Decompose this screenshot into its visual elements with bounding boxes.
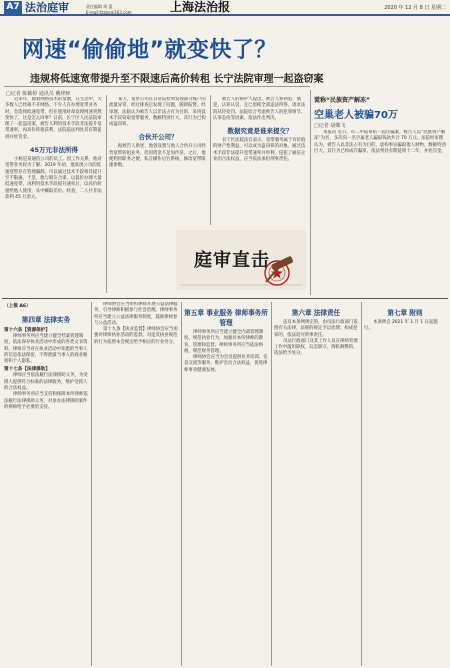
issue-date: 2020 年 12 月 8 日 星期二 bbox=[384, 5, 446, 11]
editor-line bbox=[86, 4, 132, 16]
column-divider bbox=[106, 95, 107, 293]
regulation-paragraph: 司法行政部门及其工作人员在律师管理工作中滥用职权、玩忽职守、徇私舞弊的，依法给予处分。 bbox=[274, 338, 358, 357]
article-17-head: 第十七条【法律援助】 bbox=[4, 367, 50, 373]
regulation-paragraph: 律师应当依法履行法律援助义务，为受援人提供符合标准的法律服务，维护受援人的合法权益。 bbox=[4, 373, 88, 392]
article-paragraph: 长宁区法院法官表示，宽带服务属于有价值的财产性利益，可以成为盗窃罪的对象。通过技术手段非法提升宽带速率并牟利，侵犯了通信企业的合法权益，应当依法承担刑事责任。 bbox=[213, 138, 306, 163]
article-byline: □记者 陈颖婷 通讯员 戴律师 bbox=[6, 91, 71, 97]
side-story-kicker: 谎称“民族资产解冻” bbox=[314, 97, 370, 104]
regulation-column-1 bbox=[4, 302, 88, 666]
regulation-column-5 bbox=[364, 302, 446, 666]
regulation-paragraph: 律师事务所应当建立健全档案管理制度，依法保存执业活动中形成的各类文书资料。律师应当对在执业活动中知悉的当事人的信息依法保密，不得泄露当事人的商业秘密和个人隐私。 bbox=[4, 334, 88, 365]
article-paragraph: 小杨是某通信公司的员工。因工作关系，他对宽带业务较为了解。2019 年初，他发现公司的低速宽带存在管理漏洞，可以通过技术手段将其提升至不限速。于是，他与朋友合谋，以低价办理大量低速宽带，再利用技术手段提升速率后，以高价转租给他人使用，从中赚取差价。经查，二人共非法获利 45 万余元。 bbox=[5, 157, 102, 200]
regulation-paragraph: 第十九条【执业监督】律师协会应当加强对律师执业活动的监督，对违反执业规范的行为依照本会规定给予相应的行业处分。 bbox=[94, 327, 178, 345]
chapter-5-title: 第五章 事业服务 律师事务所管理 bbox=[184, 309, 268, 327]
chapter-6-title: 第六章 法律责任 bbox=[291, 309, 341, 317]
column-divider bbox=[181, 302, 182, 666]
article-16-head: 第十六条【资源保护】 bbox=[4, 328, 50, 333]
article-paragraph: 被告人的辩护人提出，被告人系初犯、偶犯，认罪认罚，且已退赔全部违法所得，请求法院从轻处罚。法院综合考虑被告人的犯罪情节、认罪态度等因素，依法作出判决。 bbox=[213, 97, 306, 121]
article-subtitle-1: 45万元非法所得 bbox=[29, 146, 79, 155]
continued-note: （上接 A6） bbox=[4, 304, 31, 309]
page-number: A7 bbox=[4, 1, 22, 14]
regulation-column-3 bbox=[184, 302, 268, 666]
article-column-2 bbox=[109, 97, 207, 227]
column-divider bbox=[310, 90, 311, 295]
article-column-1 bbox=[5, 97, 103, 293]
side-story-byline: □记者 胡蝶飞 bbox=[314, 123, 346, 129]
article-subtitle-2: 合伙开公司？ bbox=[138, 133, 178, 142]
article-column-3 bbox=[213, 97, 307, 227]
seal-icon bbox=[262, 258, 292, 288]
regulation-paragraph: 律师事务所应当支持和保障本所律师依法履行法律援助义务，对承办法律援助案件的律师给予必要的支持。 bbox=[4, 392, 88, 410]
regulation-paragraph: 律师协会应当组织律师开展公益法律服务，引导律师积极参与社会治理。律师事务所应当建立公益法律服务制度，鼓励律师参与公益活动。 bbox=[94, 302, 178, 326]
editor-line-2: E-mail:fzzbs@163.com bbox=[86, 10, 132, 15]
chapter-7-title: 第七章 附则 bbox=[387, 309, 423, 317]
column-divider bbox=[91, 302, 92, 666]
regulation-column-4 bbox=[274, 302, 358, 666]
headline-divider bbox=[4, 86, 310, 87]
regulation-paragraph: 本条例自 2021 年 1 月 1 日起施行。 bbox=[364, 320, 438, 332]
column-divider bbox=[210, 95, 211, 225]
side-story-paragraph: 本报讯 近日，市二中院审结一起诈骗案。被告人以“民族资产解冻”为名，多次向一名空巢老人骗取钱款共计 70 万元。法院经审理认为，被告人以非法占有为目的，虚构事实骗取他人财物，数额特别巨大，其行为已构成诈骗罪，依法判处有期徒刑十二年，并处罚金。 bbox=[314, 130, 446, 154]
regulation-paragraph: 律师协会应当为会员提供业务培训、信息交流等服务，维护会员合法权益，促进律师事业健康发展。 bbox=[184, 355, 268, 373]
newspaper-logo: 上海法治报 bbox=[170, 0, 231, 14]
column-divider bbox=[271, 302, 272, 666]
chapter-4-title: 第四章 法律实务 bbox=[21, 316, 71, 324]
regulation-paragraph: 违反本条例规定的，由司法行政部门依照有关法律、法规的规定予以处理；构成犯罪的，依法追究刑事责任。 bbox=[274, 320, 358, 338]
article-subtitle-3: 数据究竟是谁来提交？ bbox=[227, 127, 293, 136]
section-title: 法治庭审 bbox=[25, 1, 69, 14]
column-divider bbox=[361, 302, 362, 666]
side-story-body bbox=[314, 130, 446, 295]
article-headline: 网速“偷偷地”就变快了？ bbox=[22, 38, 277, 63]
section-divider bbox=[2, 298, 448, 299]
article-paragraph: 据被告人供述，他曾设想与他人合伙开公司经营宽带转租业务，但因资金不足而作罢。之后，他便利用职务之便，私自操作后台系统，修改宽带限速参数。 bbox=[109, 144, 206, 169]
article-paragraph: 某天，宽带公司在日常巡检时发现部分账户的流量异常，经过排查后发现了问题，随即报警。经审理，法院认为被告人以非法占有为目的，采用技术手段窃取宽带服务，数额特别巨大，其行为已构成盗窃罪。 bbox=[109, 97, 206, 128]
masthead bbox=[0, 0, 450, 16]
regulation-column-2 bbox=[94, 302, 178, 666]
photo-caption: 庭审直击 bbox=[194, 250, 270, 271]
regulation-paragraph: 律师事务所应当建立健全内部管理制度，规范执业行为，加强对本所律师的教育、管理和监督。律师事务所应当依法纳税，规范财务管理。 bbox=[184, 330, 264, 354]
article-subhead: 违规将低速宽带提升至不限速后高价转租 长宁法院审理一起盗窃案 bbox=[30, 74, 324, 85]
side-story-title: 空巢老人被骗70万 bbox=[314, 110, 398, 121]
editor-line-1: 责任编辑 周 蕾 bbox=[86, 4, 113, 9]
article-paragraph: 近来年，随着网络技术的发展，在生活中，大多数人已经离不开网络。不少人在办理宽带业务时，会选择低速宽带，但在使用时却发现网速突然变快了，这是怎么回事？日前，长宁区人民法院审理了一起盗窃案，被告人利用技术手段非法提升宽带速率，再高价转租获利，法院依法判处其有期徒刑并处罚金。 bbox=[5, 97, 102, 140]
